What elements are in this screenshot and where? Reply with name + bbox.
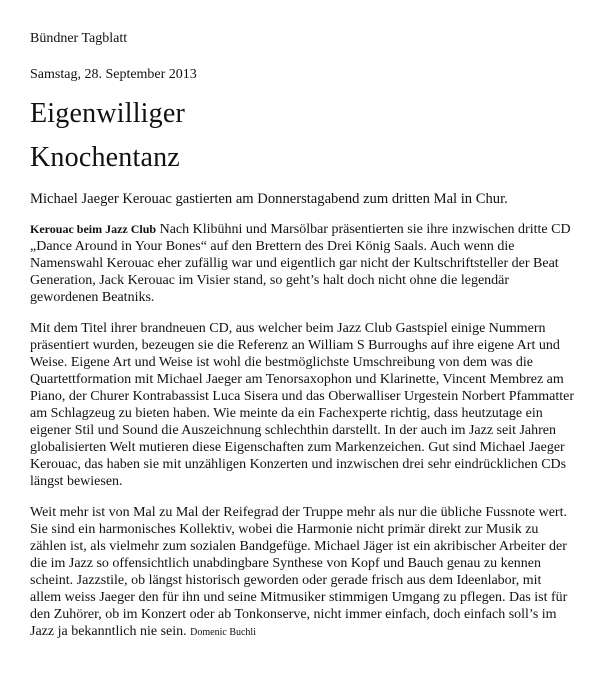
article <box>30 30 575 655</box>
body-paragraph-1 <box>30 221 575 306</box>
body-paragraph-2 <box>30 320 575 490</box>
headline <box>30 92 575 180</box>
body-paragraph-2-text: Mit dem Titel ihrer brandneuen CD, aus welcher beim Jazz Club Gastspiel einige Nummern präsentiert wurden, bezeugen sie die Referenz an William S Burroughs auf ihre eigene Art und Weise. Eigene Art und Weise ist wohl die bestmöglichste Umschreibung von dem was die Quartettformation mit Michael Jaeger am Tenorsaxophon und Klarinette, Vincent Membrez am Piano, der Churer Kontrabassist Luca Sisera und das Oberwalliser Urgestein Norbert Pfammatter am Schlagzeug zu bieten haben. Wie meinte da ein Fachexperte richtig, dass heutzutage ein eigener Stil und Sound die Auszeichnung schlechthin darstellt. In der auch im Jazz seit Jahren globalisierten Welt mutieren diese Eigenschaften zum Markenzeichen. Gut sind Michael Jaeger Kerouac, das haben sie mit unzähligen Konzerten und inzwischen drei sehr eindrücklichen CDs längst bewiesen. <box>30 321 575 489</box>
body-paragraph-3-text: Weit mehr ist von Mal zu Mal der Reifegrad der Truppe mehr als nur die übliche Fussnote wert. Sie sind ein harmonisches Kollektiv, wobei die Harmonie nicht primär direkt zur Musik zu zählen ist, als vielmehr zum sozialen Bandgefüge. Michael Jäger ist ein akribischer Arbeiter der die im Jazz so offensichtlich unabdingbare Synthese von Kopf und Bauch genau zu kennen scheint. Jazzstile, ob längst historisch geworden oder gerade frisch aus dem Ideenlabor, mit allem weiss Jaeger den für ihn und seine Mitmusiker stimmigen Umgang zu pflegen. Das ist für den Zuhörer, ob im Konzert oder ab Tonkonserve, nicht immer einfach, doch einfach soll’s im Jazz ja bekanntlich nie sein. <box>30 505 568 639</box>
headline-line-2: Knochentanz <box>30 142 180 173</box>
lead-paragraph: Michael Jaeger Kerouac gastierten am Donnerstagabend zum dritten Mal in Chur. <box>30 191 508 207</box>
author-byline: Domenic Buchli <box>190 627 256 638</box>
paragraph-kicker: Kerouac beim Jazz Club <box>30 222 157 236</box>
publication-date: Samstag, 28. September 2013 <box>30 67 197 82</box>
headline-line-1: Eigenwilliger <box>30 98 186 129</box>
body-paragraph-1-text: Nach Klibühni und Marsölbar präsentierten sie ihre inzwischen dritte CD „Dance Around in Your Bones“ auf den Brettern des Drei König Saals. Auch wenn die Namenswahl Kerouac eher zufällig war und eigentlich gar nicht der Kultschriftsteller der Beat Generation, Jack Kerouac im Visier stand, so geht’s halt doch nicht ohne die legendär gewordenen Beatniks. <box>30 222 571 305</box>
body-paragraph-3 <box>30 504 575 641</box>
publication-name: Bündner Tagblatt <box>30 31 128 46</box>
